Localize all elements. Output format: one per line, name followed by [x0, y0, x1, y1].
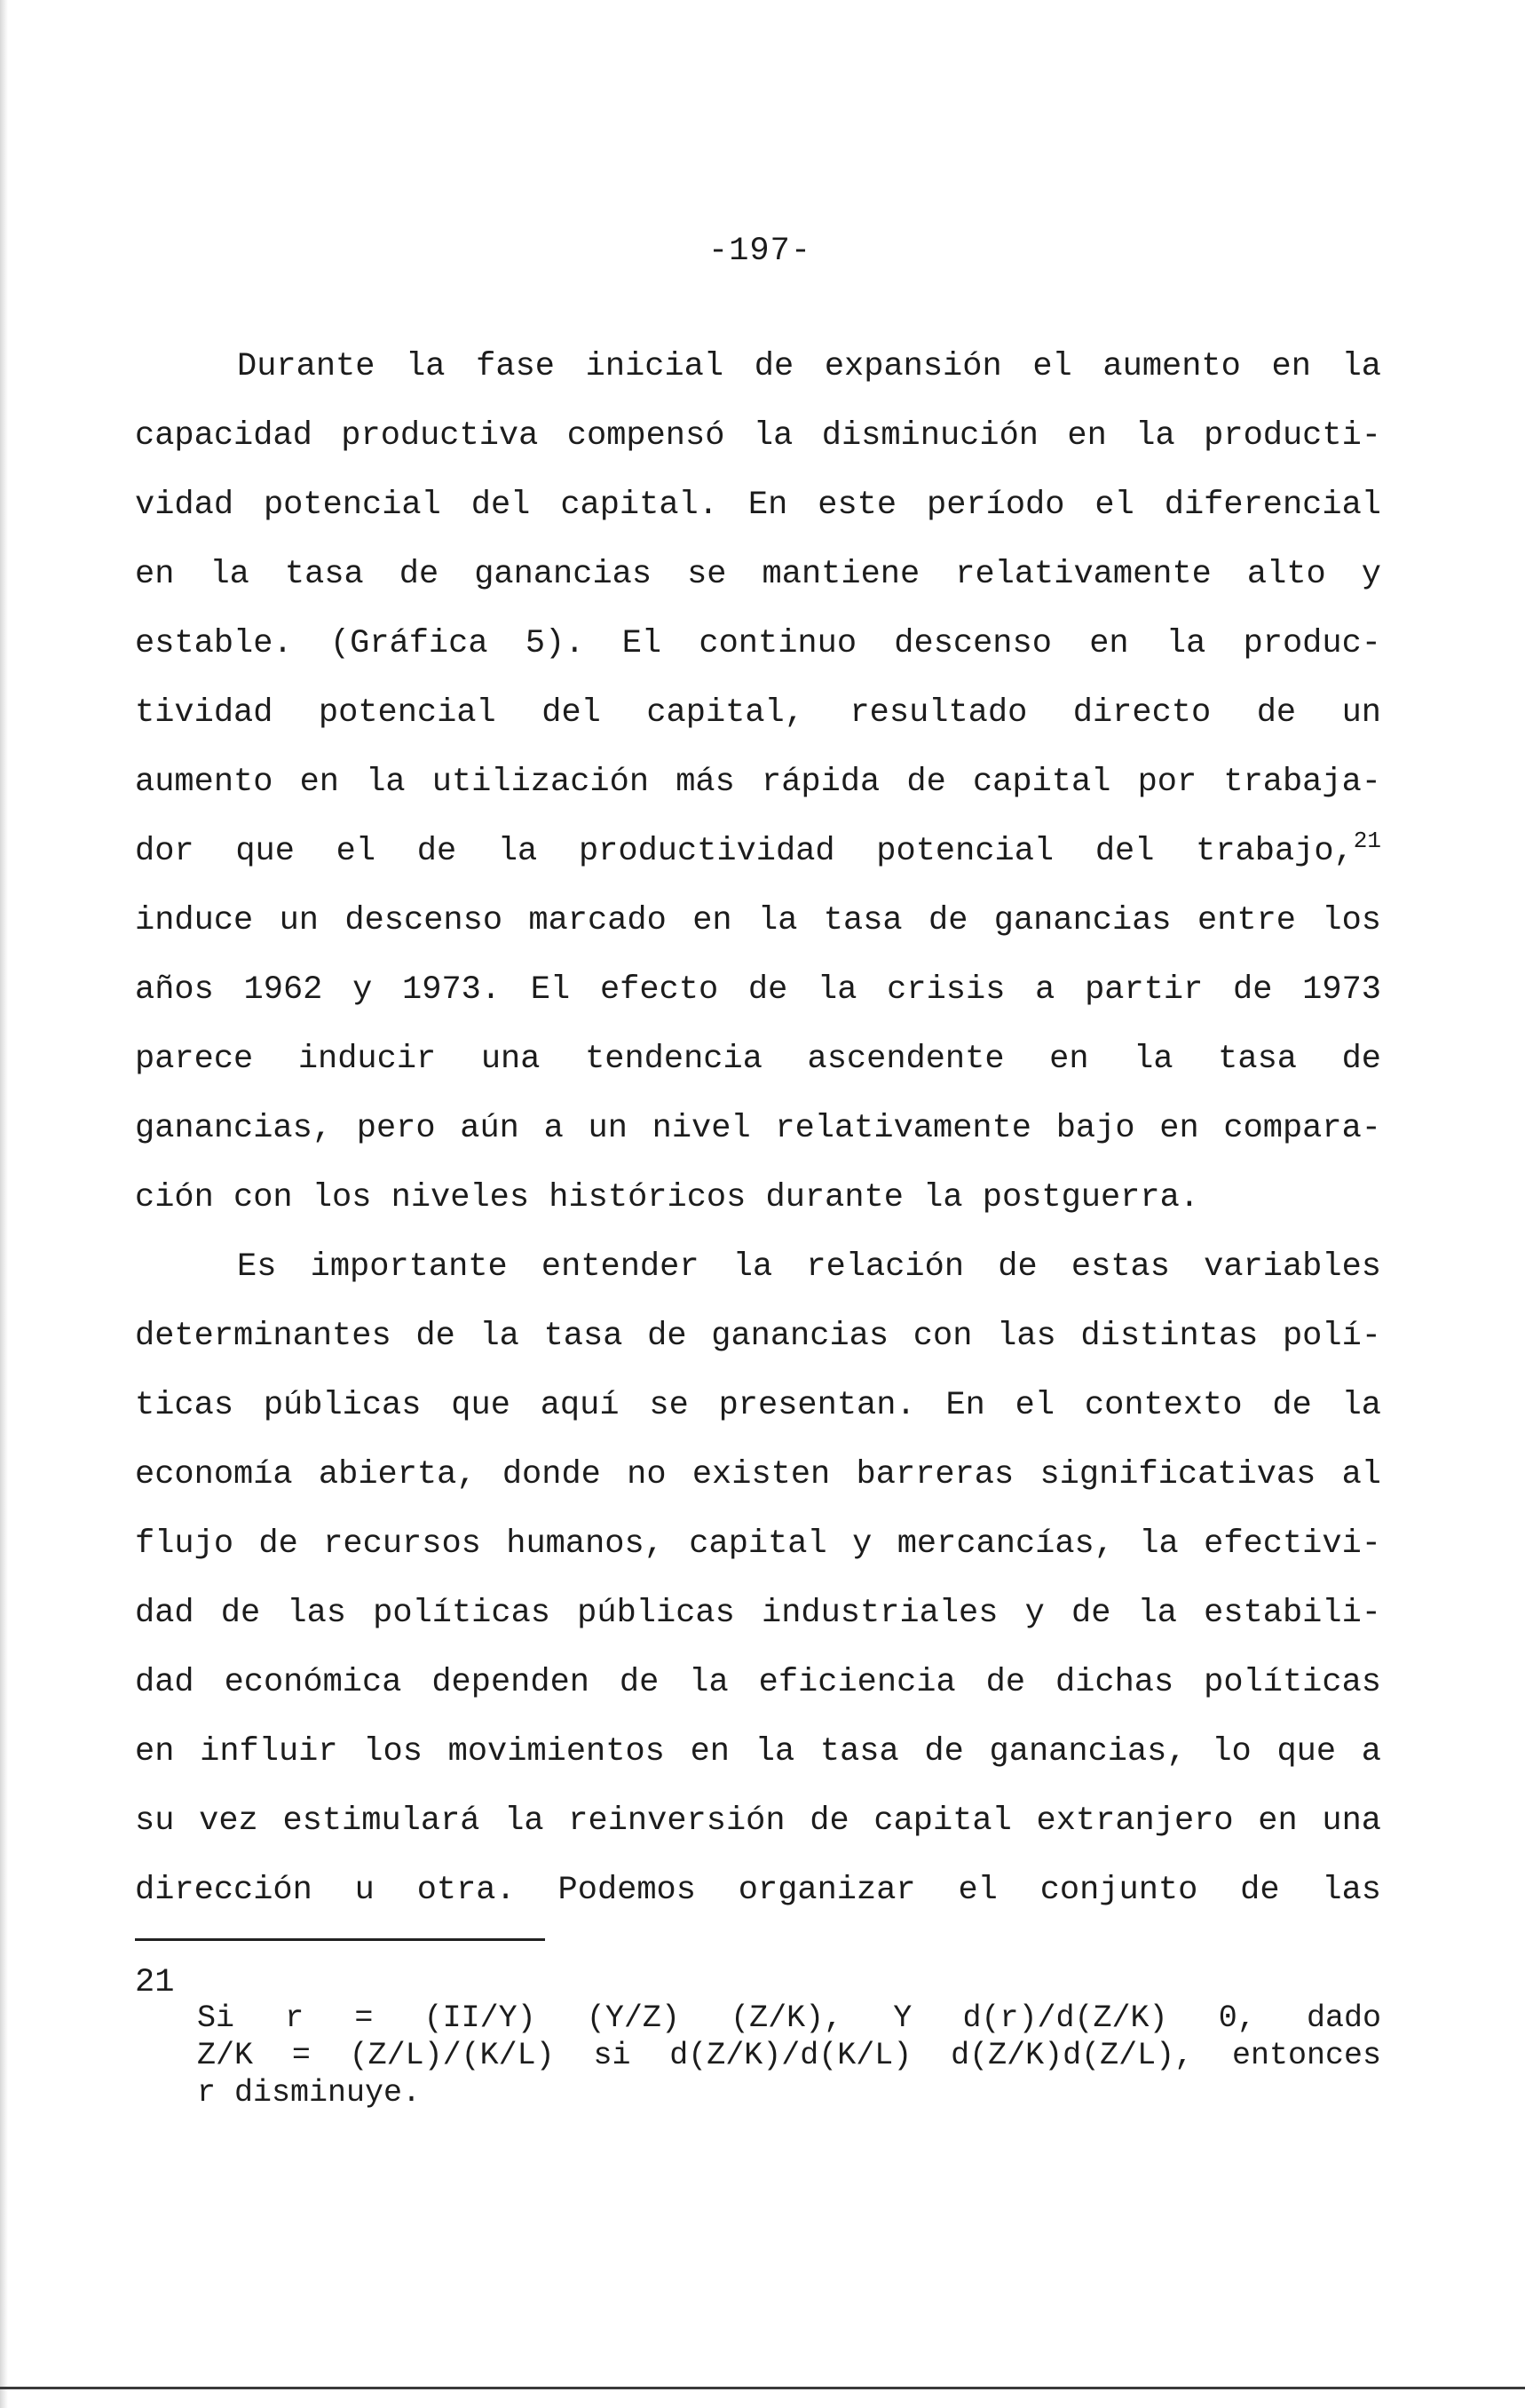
body-line: vidad potencial del capital. En este período el diferencial: [135, 487, 1381, 524]
body-line: estable. (Gráfica 5). El continuo descenso en la produc-: [135, 625, 1381, 662]
body-line: en influir los movimientos en la tasa de ganancias, lo que a: [135, 1733, 1381, 1770]
body-line: induce un descenso marcado en la tasa de ganancias entre los: [135, 902, 1381, 939]
body-line: Es importante entender la relación de estas variables: [237, 1248, 1381, 1286]
body-line: dor que el de la productividad potencial del trabajo,: [135, 833, 1354, 870]
body-text: [135, 332, 1381, 1925]
footnote-line: Z/K = (Z/L)/(K/L) si d(Z/K)/d(K/L) d(Z/K)d(Z/L), entonces: [197, 2038, 1381, 2073]
footnote-reference: 21: [1353, 828, 1381, 854]
footnote-line: Si r = (II/Y) (Y/Z) (Z/K), Y d(r)/d(Z/K) 0, dado: [197, 2000, 1381, 2036]
body-line: economía abierta, donde no existen barreras significativas al: [135, 1456, 1381, 1493]
footnote-marker: 21: [135, 1964, 175, 2001]
footnote: [197, 2000, 1381, 2111]
scan-left-edge-shadow: [0, 0, 8, 2408]
body-line-with-footnote-ref: [135, 817, 1381, 886]
page-number: -197-: [708, 233, 812, 270]
body-line: capacidad productiva compensó la disminución en la producti-: [135, 417, 1381, 455]
footnote-separator-rule: [135, 1938, 545, 1941]
body-line: determinantes de la tasa de ganancias con las distintas polí-: [135, 1318, 1381, 1355]
body-line: su vez estimulará la reinversión de capital extranjero en una: [135, 1802, 1381, 1840]
body-line: ticas públicas que aquí se presentan. En el contexto de la: [135, 1387, 1381, 1424]
body-line: Durante la fase inicial de expansión el aumento en la: [237, 348, 1381, 385]
body-line: ción con los niveles históricos durante la postguerra.: [135, 1179, 1199, 1216]
body-line: tividad potencial del capital, resultado directo de un: [135, 694, 1381, 732]
body-line: flujo de recursos humanos, capital y mercancías, la efectivi-: [135, 1525, 1381, 1563]
body-line: parece inducir una tendencia ascendente en la tasa de: [135, 1041, 1381, 1078]
body-line: aumento en la utilización más rápida de capital por trabaja-: [135, 764, 1381, 801]
scan-bottom-edge: [0, 2387, 1525, 2389]
body-line: dirección u otra. Podemos organizar el conjunto de las: [135, 1872, 1381, 1909]
body-line: ganancias, pero aún a un nivel relativamente bajo en compara-: [135, 1110, 1381, 1147]
body-line: dad económica dependen de la eficiencia de dichas políticas: [135, 1664, 1381, 1701]
footnote-line: r disminuye.: [197, 2075, 422, 2111]
body-line: años 1962 y 1973. El efecto de la crisis a partir de 1973: [135, 971, 1381, 1009]
body-line: en la tasa de ganancias se mantiene relativamente alto y: [135, 556, 1381, 593]
body-line: dad de las políticas públicas industriales y de la estabili-: [135, 1595, 1381, 1632]
